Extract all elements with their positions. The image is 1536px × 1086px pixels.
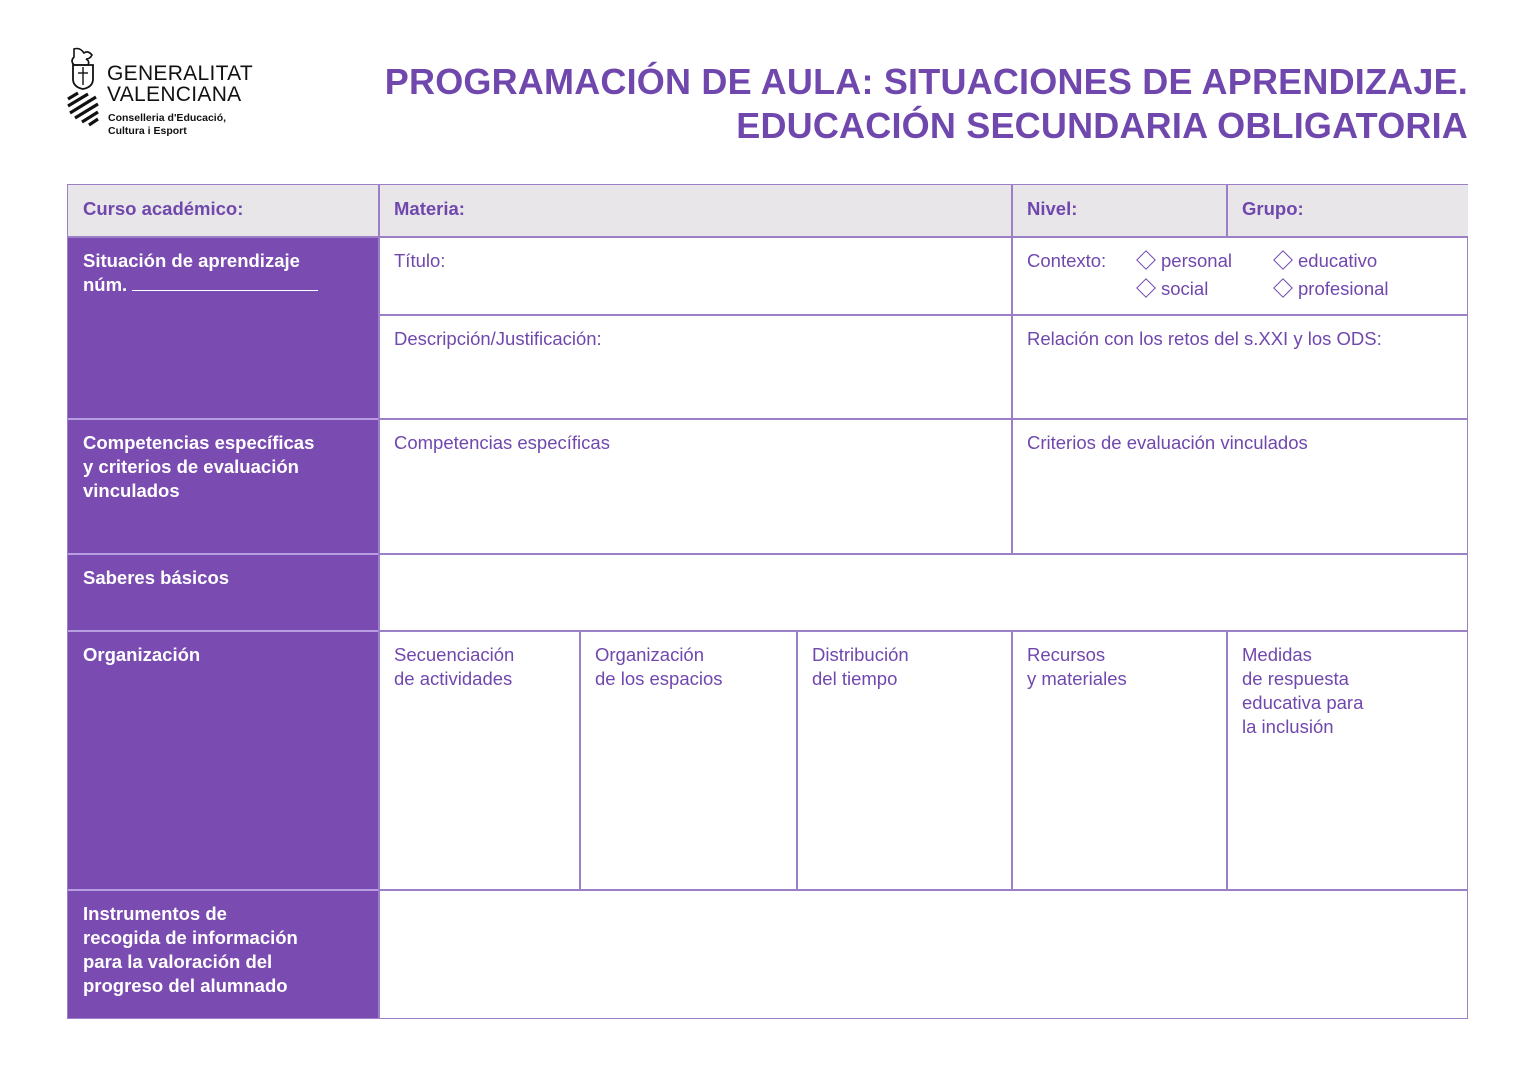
side-divider [68,630,379,632]
tiempo-label-1: Distribución [812,644,909,665]
col-divider [1226,631,1228,890]
option-label: personal [1161,250,1232,271]
coat-of-arms-icon [66,47,100,127]
row-divider [379,889,1468,891]
espacios-cell[interactable] [580,631,797,890]
titulo-label: Título: [394,250,446,271]
competencias-especificas-cell[interactable] [379,419,1012,554]
descripcion-label: Descripción/Justificación: [394,328,602,349]
instrumentos-side-label [68,890,379,1018]
side-divider [68,889,379,891]
espacios-label-1: Organización [595,644,705,665]
curso-academico-cell[interactable] [68,185,379,237]
generalitat-logo [66,47,266,142]
instrumentos-label-line2: recogida de información [83,927,298,948]
secuenciacion-cell[interactable] [379,631,580,890]
logo-sub-line1: Conselleria d'Educació, [108,112,227,124]
descripcion-cell[interactable] [379,315,1012,419]
diamond-checkbox-icon[interactable] [1136,250,1156,270]
contexto-label: Contexto: [1027,250,1107,271]
page-title [385,60,1468,148]
competencias-label-line1: Competencias específicas [83,432,315,453]
nivel-cell[interactable] [1012,185,1227,237]
side-divider [68,553,379,555]
competencias-label-line2: y criterios de evaluación [83,456,299,477]
competencias-especificas-label: Competencias específicas [394,432,610,453]
titulo-cell[interactable] [379,237,1012,315]
col-divider [1011,631,1013,890]
logo-sub-line2: Cultura i Esport [108,125,187,137]
situacion-number-field[interactable] [132,276,318,291]
criterios-evaluacion-cell[interactable] [1012,419,1468,554]
planning-table [67,184,1468,1019]
contexto-option-social[interactable] [1139,277,1208,301]
nivel-label: Nivel: [1027,198,1078,219]
diamond-checkbox-icon[interactable] [1273,250,1293,270]
grupo-label: Grupo: [1242,198,1304,219]
diamond-checkbox-icon[interactable] [1136,278,1156,298]
materia-cell[interactable] [379,185,1012,237]
logo-department [108,112,226,138]
col-divider [579,631,581,890]
col-divider [1011,185,1013,553]
logo-name-line1: GENERALITAT [107,62,254,85]
option-label: profesional [1298,278,1389,299]
diamond-checkbox-icon[interactable] [1273,278,1293,298]
grupo-cell[interactable] [1227,185,1468,237]
organizacion-label: Organización [83,644,201,665]
row-divider [379,314,1468,316]
medidas-label-2: de respuesta [1242,668,1349,689]
contexto-option-profesional[interactable] [1276,277,1389,301]
situacion-label-line1: Situación de aprendizaje [83,250,300,271]
relacion-ods-label: Relación con los retos del s.XXI y los ODS: [1027,328,1382,349]
secuenciacion-label-2: de actividades [394,668,513,689]
medidas-inclusion-cell[interactable] [1227,631,1468,890]
competencias-side-label [68,419,379,554]
recursos-label-1: Recursos [1027,644,1106,665]
saberes-label: Saberes básicos [83,567,230,588]
situacion-side-label [68,237,379,419]
situacion-label-num: núm. [83,274,128,295]
instrumentos-label-line3: para la valoración del [83,951,273,972]
curso-academico-label: Curso académico: [83,198,244,219]
title-line2: EDUCACIÓN SECUNDARIA OBLIGATORIA [736,105,1468,146]
side-divider [68,418,379,420]
secuenciacion-label-1: Secuenciación [394,644,515,665]
competencias-label-line3: vinculados [83,480,180,501]
col-divider [1226,185,1228,237]
medidas-label-3: educativa para [1242,692,1364,713]
logo-name-line2: VALENCIANA [107,83,242,106]
organizacion-side-label [68,631,379,890]
instrumentos-label-line1: Instrumentos de [83,903,227,924]
saberes-basicos-cell[interactable] [379,554,1468,631]
recursos-cell[interactable] [1012,631,1227,890]
medidas-label-1: Medidas [1242,644,1312,665]
espacios-label-2: de los espacios [595,668,723,689]
recursos-label-2: y materiales [1027,668,1127,689]
title-line1: PROGRAMACIÓN DE AULA: SITUACIONES DE APRENDIZAJE. [384,61,1468,102]
tiempo-label-2: del tiempo [812,668,898,689]
contexto-option-personal[interactable] [1139,249,1232,273]
option-label: educativo [1298,250,1378,271]
option-label: social [1161,278,1209,299]
row-divider [68,236,1468,238]
instrumentos-label-line4: progreso del alumnado [83,975,288,996]
instrumentos-cell[interactable] [379,890,1468,1018]
row-divider [379,418,1468,420]
col-divider [796,631,798,890]
contexto-cell [1012,237,1468,315]
row-divider [379,630,1468,632]
contexto-option-educativo[interactable] [1276,249,1377,273]
tiempo-cell[interactable] [797,631,1012,890]
materia-label: Materia: [394,198,465,219]
medidas-label-4: la inclusión [1242,716,1334,737]
saberes-side-label [68,554,379,631]
row-divider [379,553,1468,555]
criterios-evaluacion-label: Criterios de evaluación vinculados [1027,432,1308,453]
col-divider [378,185,380,1018]
relacion-ods-cell[interactable] [1012,315,1468,419]
